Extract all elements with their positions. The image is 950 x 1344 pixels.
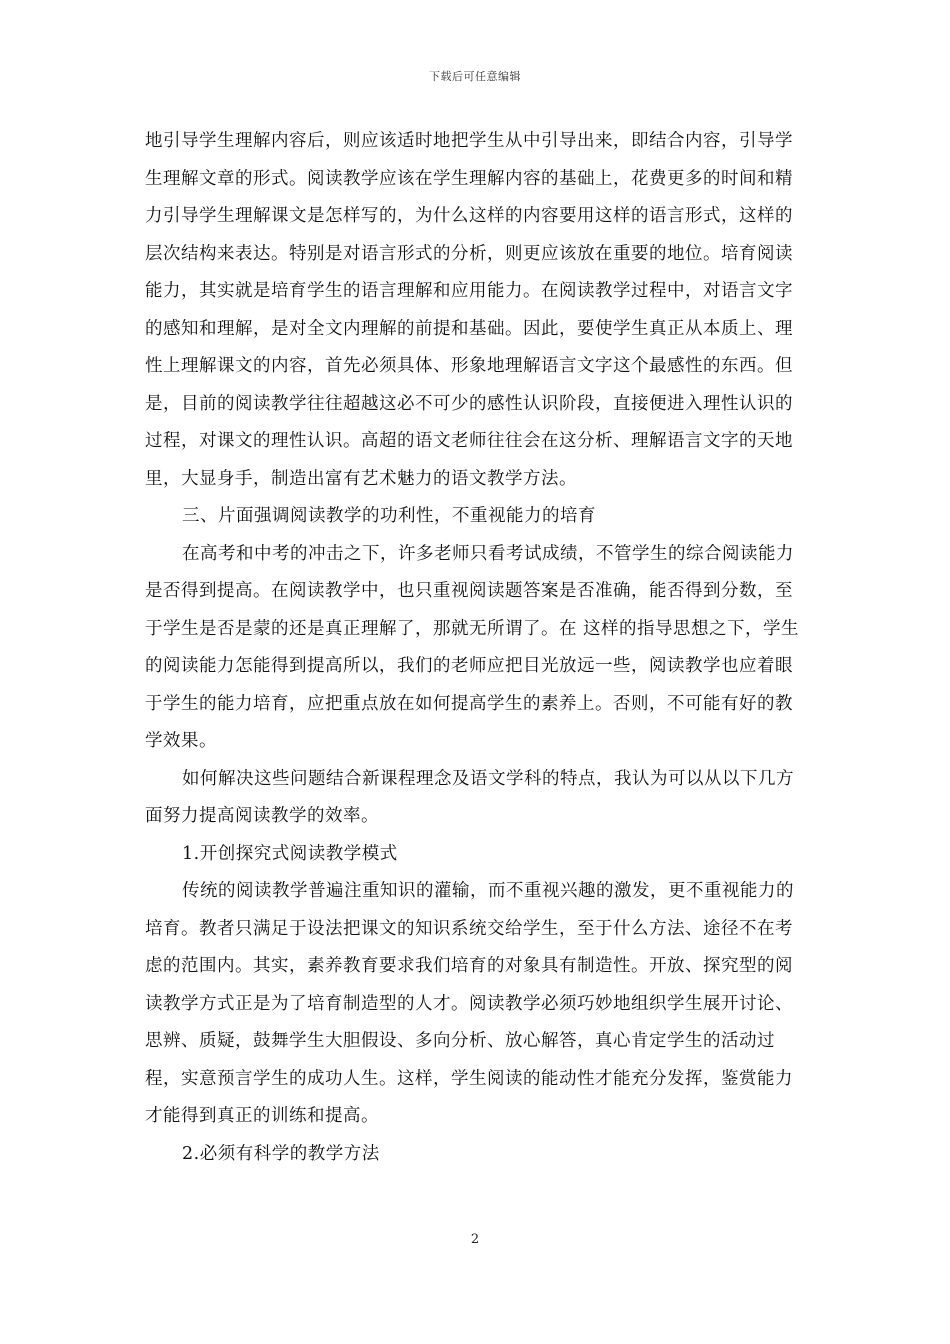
section-heading-3: 三、片面强调阅读教学的功利性，不重视能力的培育 (182, 506, 596, 526)
paragraph: 在高考和中考的冲击之下，许多老师只看考试成绩，不管学生的综合阅读能力是否得到提高。在阅读教学中，也只重视阅读题答案是否准确，能否得到分数，至于学生是否是蒙的还是真正理解了，那就无所谓了。在 这样的指导思想之下，学生的阅读能力怎能得到提高所以，我们的老师应把目光放远一些，阅读教学也应着眼于学生的能力培育，应把重点放在如何提高学生的素养上。否则，不可能有好的教学效果。 (145, 543, 800, 751)
page-header: 下载后可任意编辑 (429, 70, 521, 83)
paragraph: 如何解决这些问题结合新课程理念及语文学科的特点，我认为可以从以下几方面努力提高阅读教学的效率。 (145, 768, 794, 826)
paragraph-continued: 地引导学生理解内容后，则应该适时地把学生从中引导出来，即结合内容，引导学生理解文章的形式。阅读教学应该在学生理解内容的基础上，花费更多的时间和精力引导学生理解课文是怎样写的，为什么这样的内容要用这样的语言形式，这样的层次结构来表达。特别是对语言形式的分析，则更应该放在重要的地位。培育阅读能力，其实就是培育学生的语言理解和应用能力。在阅读教学过程中，对语言文字的感知和理解，是对全文内理解的前提和基础。因此，要使学生真正从本质上、理性上理解课文的内容，首先必须具体、形象地理解语言文字这个最感性的东西。但是，目前的阅读教学往往超越这必不可少的感性认识阶段，直接便进入理性认识的过程，对课文的理性认识。高超的语文老师往往会在这分析、理解语言文字的天地里，大显身手，制造出富有艺术魅力的语文教学方法。 (145, 131, 793, 489)
page-number: 2 (470, 1232, 480, 1247)
paragraph: 传统的阅读教学普遍注重知识的灌输，而不重视兴趣的激发，更不重视能力的培育。教者只满足于设法把课文的知识系统交给学生，至于什么方法、途径不在考虑的范围内。其实，素养教育要求我们培育的对象具有制造性。开放、探究型的阅读教学方式正是为了培育制造型的人才。阅读教学必须巧妙地组织学生展开讨论、思辨、质疑，鼓舞学生大胆假设、多向分析、放心解答，真心肯定学生的活动过程，实意预言学生的成功人生。这样，学生阅读的能动性才能充分发挥，鉴赏能力才能得到真正的训练和提高。 (145, 881, 794, 1126)
subheading-2: 2.必须有科学的教学方法 (182, 1143, 380, 1164)
subheading-1: 1.开创探究式阅读教学模式 (182, 843, 398, 864)
document-body (145, 123, 810, 1173)
